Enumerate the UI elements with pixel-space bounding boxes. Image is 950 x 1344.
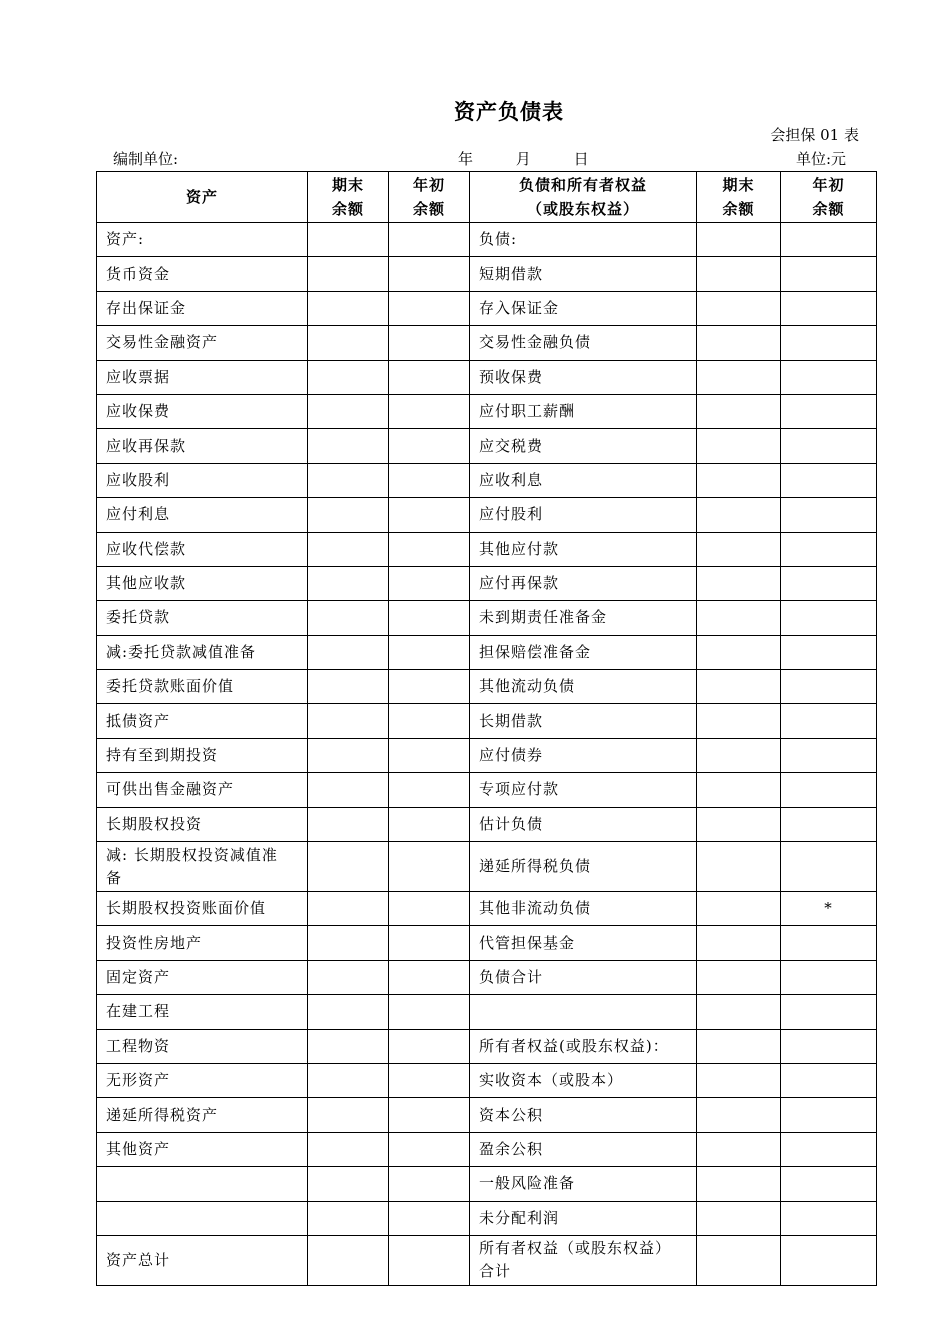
liability-begin-balance — [781, 601, 877, 635]
header-line: 年初 — [812, 176, 845, 194]
liability-begin-balance — [781, 463, 877, 497]
asset-item: 委托贷款 — [97, 601, 308, 635]
header-line: 期末 — [722, 176, 755, 194]
asset-end-balance — [308, 995, 389, 1029]
asset-item: 持有至到期投资 — [97, 738, 308, 772]
asset-begin-balance — [389, 498, 470, 532]
liability-begin-balance — [781, 498, 877, 532]
asset-end-balance — [308, 463, 389, 497]
asset-begin-balance — [389, 704, 470, 738]
asset-item: 递延所得税资产 — [97, 1098, 308, 1132]
liability-end-balance — [697, 532, 781, 566]
table-row — [97, 291, 877, 325]
asset-item: 长期股权投资账面价值 — [97, 892, 308, 926]
liability-item — [470, 995, 697, 1029]
asset-end-balance — [308, 670, 389, 704]
asset-item: 存出保证金 — [97, 291, 308, 325]
asset-end-balance — [308, 1201, 389, 1235]
asset-end-balance — [308, 1235, 389, 1285]
asset-end-balance — [308, 566, 389, 600]
asset-item: 交易性金融资产 — [97, 326, 308, 360]
asset-begin-balance — [389, 223, 470, 257]
table-row — [97, 463, 877, 497]
liability-begin-balance — [781, 842, 877, 892]
liability-begin-balance — [781, 291, 877, 325]
asset-begin-balance — [389, 960, 470, 994]
table-row — [97, 995, 877, 1029]
page-title: 资产负债表 — [454, 99, 564, 124]
liability-item: 一般风险准备 — [470, 1167, 697, 1201]
liability-begin-balance — [781, 1167, 877, 1201]
table-row — [97, 960, 877, 994]
asset-begin-balance — [389, 257, 470, 291]
liability-end-balance — [697, 635, 781, 669]
asset-begin-balance — [389, 463, 470, 497]
table-row — [97, 1201, 877, 1235]
header-line: 余额 — [812, 200, 845, 218]
asset-item: 在建工程 — [97, 995, 308, 1029]
asset-item: 减: 长期股权投资减值准 备 — [97, 842, 308, 892]
liability-end-balance — [697, 1063, 781, 1097]
asset-begin-balance — [389, 601, 470, 635]
date-month: 月 — [515, 150, 531, 168]
liability-end-balance — [697, 326, 781, 360]
liability-begin-balance — [781, 360, 877, 394]
asset-item: 投资性房地产 — [97, 926, 308, 960]
liability-begin-balance — [781, 1132, 877, 1166]
asset-end-balance — [308, 1167, 389, 1201]
liability-item: 应付职工薪酬 — [470, 394, 697, 428]
asset-item: 应付利息 — [97, 498, 308, 532]
date-day: 日 — [573, 150, 589, 168]
table-row — [97, 360, 877, 394]
liability-item: 应付股利 — [470, 498, 697, 532]
liability-item: 实收资本（或股本） — [470, 1063, 697, 1097]
liability-end-balance — [697, 223, 781, 257]
liability-item: 存入保证金 — [470, 291, 697, 325]
asset-end-balance — [308, 257, 389, 291]
asset-end-balance — [308, 704, 389, 738]
liability-item: 其他流动负债 — [470, 670, 697, 704]
header-assets: 资产 — [97, 172, 308, 223]
liability-end-balance — [697, 773, 781, 807]
liability-end-balance — [697, 360, 781, 394]
asset-item: 资产总计 — [97, 1235, 308, 1285]
liability-begin-balance — [781, 738, 877, 772]
asset-begin-balance — [389, 926, 470, 960]
liability-begin-balance — [781, 257, 877, 291]
table-row — [97, 532, 877, 566]
asset-end-balance — [308, 842, 389, 892]
liability-item: 应收利息 — [470, 463, 697, 497]
table-row — [97, 773, 877, 807]
liability-end-balance — [697, 842, 781, 892]
header-line: 负债和所有者权益 — [518, 176, 647, 194]
liability-begin-balance — [781, 326, 877, 360]
liability-end-balance — [697, 892, 781, 926]
liability-end-balance — [697, 704, 781, 738]
liability-begin-balance — [781, 1201, 877, 1235]
liability-item: 盈余公积 — [470, 1132, 697, 1166]
asset-end-balance — [308, 1098, 389, 1132]
asset-begin-balance — [389, 1029, 470, 1063]
liability-end-balance — [697, 1167, 781, 1201]
liability-end-balance — [697, 463, 781, 497]
liability-item: 估计负债 — [470, 807, 697, 841]
table-row — [97, 738, 877, 772]
asset-end-balance — [308, 223, 389, 257]
asset-end-balance — [308, 773, 389, 807]
liability-begin-balance — [781, 1235, 877, 1285]
table-row — [97, 635, 877, 669]
table-row — [97, 223, 877, 257]
liability-begin-balance — [781, 1029, 877, 1063]
header-line: 余额 — [412, 200, 445, 218]
asset-item: 其他资产 — [97, 1132, 308, 1166]
report-date — [458, 148, 627, 169]
asset-item: 应收保费 — [97, 394, 308, 428]
liability-item: 其他非流动负债 — [470, 892, 697, 926]
asset-item: 固定资产 — [97, 960, 308, 994]
table-row — [97, 1235, 877, 1285]
liability-end-balance — [697, 1235, 781, 1285]
asset-end-balance — [308, 394, 389, 428]
liability-item: 长期借款 — [470, 704, 697, 738]
asset-begin-balance — [389, 326, 470, 360]
liability-begin-balance — [781, 429, 877, 463]
liability-begin-balance — [781, 223, 877, 257]
header-line: 期末 — [331, 176, 364, 194]
asset-begin-balance — [389, 394, 470, 428]
table-row — [97, 1029, 877, 1063]
liability-end-balance — [697, 601, 781, 635]
table-row — [97, 807, 877, 841]
table-row — [97, 394, 877, 428]
table-row — [97, 1132, 877, 1166]
liability-item: 负债合计 — [470, 960, 697, 994]
asset-item: 委托贷款账面价值 — [97, 670, 308, 704]
asset-item — [97, 1201, 308, 1235]
liability-item: 应付债券 — [470, 738, 697, 772]
asset-item: 其他应收款 — [97, 566, 308, 600]
table-row — [97, 926, 877, 960]
table-row — [97, 601, 877, 635]
date-year: 年 — [458, 150, 474, 168]
liability-begin-balance — [781, 532, 877, 566]
asset-begin-balance — [389, 1201, 470, 1235]
asset-item: 工程物资 — [97, 1029, 308, 1063]
asset-item: 长期股权投资 — [97, 807, 308, 841]
asset-begin-balance — [389, 1167, 470, 1201]
liability-end-balance — [697, 670, 781, 704]
liability-end-balance — [697, 995, 781, 1029]
header-assets-begin-balance — [389, 172, 470, 223]
liability-begin-balance — [781, 704, 877, 738]
liability-item: 应交税费 — [470, 429, 697, 463]
liability-begin-balance — [781, 635, 877, 669]
asset-begin-balance — [389, 1132, 470, 1166]
asset-end-balance — [308, 738, 389, 772]
liability-begin-balance — [781, 995, 877, 1029]
header-line: 余额 — [331, 200, 364, 218]
asset-begin-balance — [389, 995, 470, 1029]
liability-item: 交易性金融负债 — [470, 326, 697, 360]
header-liab-begin-balance — [781, 172, 877, 223]
header-line: 余额 — [722, 200, 755, 218]
table-header-row — [97, 172, 877, 223]
table-row — [97, 670, 877, 704]
table-row — [97, 257, 877, 291]
preparer-label: 编制单位: — [113, 150, 179, 168]
liability-item: 预收保费 — [470, 360, 697, 394]
asset-begin-balance — [389, 291, 470, 325]
liability-item: 所有者权益(或股东权益)： — [470, 1029, 697, 1063]
liability-item: 所有者权益（或股东权益） 合计 — [470, 1235, 697, 1285]
table-row — [97, 704, 877, 738]
liability-item: 应付再保款 — [470, 566, 697, 600]
table-row — [97, 429, 877, 463]
liability-item: 负债: — [470, 223, 697, 257]
asset-end-balance — [308, 960, 389, 994]
asset-begin-balance — [389, 429, 470, 463]
asset-begin-balance — [389, 670, 470, 704]
liability-begin-balance — [781, 807, 877, 841]
asset-begin-balance — [389, 532, 470, 566]
asset-end-balance — [308, 1029, 389, 1063]
liability-end-balance — [697, 257, 781, 291]
header-line: （或股东权益） — [526, 200, 639, 218]
table-row — [97, 842, 877, 892]
liability-begin-balance — [781, 773, 877, 807]
asset-end-balance — [308, 1063, 389, 1097]
liability-end-balance — [697, 291, 781, 325]
asset-item: 无形资产 — [97, 1063, 308, 1097]
asset-begin-balance — [389, 807, 470, 841]
table-row — [97, 892, 877, 926]
table-row — [97, 1167, 877, 1201]
liability-begin-balance — [781, 566, 877, 600]
liability-end-balance — [697, 1098, 781, 1132]
liability-end-balance — [697, 1132, 781, 1166]
asset-item: 应收代偿款 — [97, 532, 308, 566]
asset-end-balance — [308, 1132, 389, 1166]
asset-end-balance — [308, 429, 389, 463]
liability-item: 递延所得税负债 — [470, 842, 697, 892]
table-body — [97, 223, 877, 1286]
table-row — [97, 1063, 877, 1097]
asset-end-balance — [308, 360, 389, 394]
asset-begin-balance — [389, 566, 470, 600]
header-liab-end-balance — [697, 172, 781, 223]
liability-end-balance — [697, 566, 781, 600]
asset-begin-balance — [389, 1098, 470, 1132]
asset-end-balance — [308, 807, 389, 841]
asset-item — [97, 1167, 308, 1201]
asset-item: 资产: — [97, 223, 308, 257]
liability-end-balance — [697, 738, 781, 772]
liability-end-balance — [697, 394, 781, 428]
asset-begin-balance — [389, 892, 470, 926]
asset-end-balance — [308, 498, 389, 532]
header-line: 年初 — [412, 176, 445, 194]
liability-item: 未分配利润 — [470, 1201, 697, 1235]
liability-begin-balance — [781, 1063, 877, 1097]
asset-item: 应收票据 — [97, 360, 308, 394]
asset-end-balance — [308, 532, 389, 566]
asset-end-balance — [308, 892, 389, 926]
asset-item: 减:委托贷款减值准备 — [97, 635, 308, 669]
asset-begin-balance — [389, 360, 470, 394]
asset-begin-balance — [389, 773, 470, 807]
asset-begin-balance — [389, 635, 470, 669]
liability-end-balance — [697, 1029, 781, 1063]
liability-end-balance — [697, 498, 781, 532]
liability-begin-balance — [781, 670, 877, 704]
liability-end-balance — [697, 429, 781, 463]
asset-end-balance — [308, 601, 389, 635]
asset-item: 货币资金 — [97, 257, 308, 291]
asset-item: 抵债资产 — [97, 704, 308, 738]
liability-item: 其他应付款 — [470, 532, 697, 566]
liability-begin-balance: * — [781, 892, 877, 926]
asset-begin-balance — [389, 1235, 470, 1285]
liability-begin-balance — [781, 394, 877, 428]
form-code: 会担保 01 表 — [770, 126, 859, 144]
liability-begin-balance — [781, 960, 877, 994]
asset-begin-balance — [389, 842, 470, 892]
liability-item: 短期借款 — [470, 257, 697, 291]
table-row — [97, 326, 877, 360]
liability-item: 专项应付款 — [470, 773, 697, 807]
asset-begin-balance — [389, 1063, 470, 1097]
table-row — [97, 1098, 877, 1132]
liability-end-balance — [697, 807, 781, 841]
liability-end-balance — [697, 960, 781, 994]
asset-end-balance — [308, 635, 389, 669]
asset-end-balance — [308, 326, 389, 360]
liability-item: 资本公积 — [470, 1098, 697, 1132]
table-row — [97, 566, 877, 600]
asset-item: 应收再保款 — [97, 429, 308, 463]
asset-begin-balance — [389, 738, 470, 772]
header-liabilities-equity — [470, 172, 697, 223]
header-assets-end-balance — [308, 172, 389, 223]
asset-end-balance — [308, 926, 389, 960]
asset-item: 应收股利 — [97, 463, 308, 497]
currency-unit: 单位:元 — [795, 150, 846, 168]
liability-begin-balance — [781, 1098, 877, 1132]
balance-sheet-table — [96, 171, 877, 1286]
liability-end-balance — [697, 1201, 781, 1235]
liability-item: 担保赔偿准备金 — [470, 635, 697, 669]
table-row — [97, 498, 877, 532]
liability-end-balance — [697, 926, 781, 960]
liability-item: 代管担保基金 — [470, 926, 697, 960]
asset-item: 可供出售金融资产 — [97, 773, 308, 807]
liability-item: 未到期责任准备金 — [470, 601, 697, 635]
asset-end-balance — [308, 291, 389, 325]
liability-begin-balance — [781, 926, 877, 960]
